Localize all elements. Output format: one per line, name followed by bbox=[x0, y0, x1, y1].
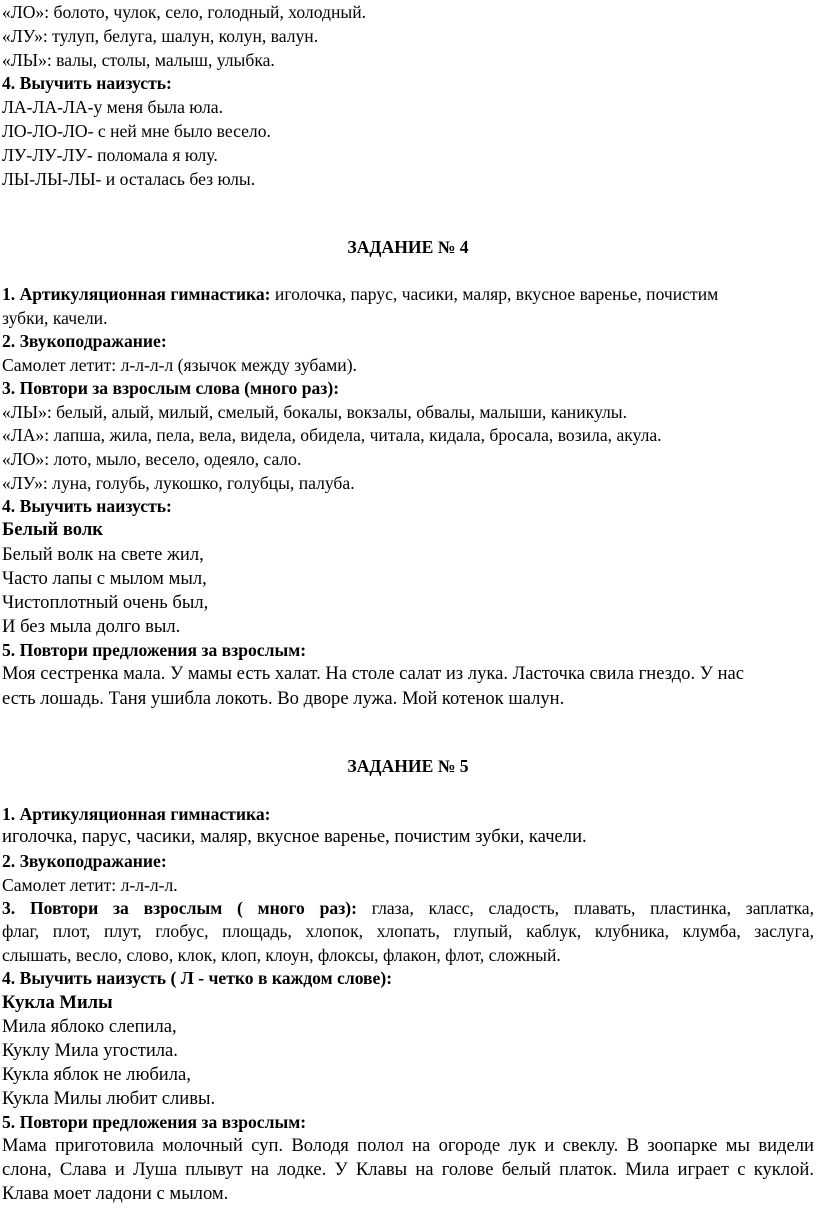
poem-line: И без мыла долго выл. bbox=[2, 616, 181, 637]
lu-words-line: «ЛУ»: тулуп, белуга, шалун, колун, валун. bbox=[2, 26, 319, 46]
lo-words-line: «ЛО»: болото, чулок, село, голодный, холодный. bbox=[2, 2, 367, 22]
sentences-line: Мама приготовила молочный суп. Володя полол на огороде лук и свеклу. В зоопарке мы видели bbox=[2, 1135, 814, 1156]
memorize-heading: 4. Выучить наизусть: bbox=[2, 496, 172, 516]
onomatopoeia-text: Самолет летит: л-л-л-л (язычок между зубами). bbox=[2, 355, 357, 375]
onomatopoeia-heading: 2. Звукоподражание: bbox=[2, 331, 167, 351]
memorize-heading: 4. Выучить наизусть: bbox=[2, 73, 172, 93]
rhyme-line: ЛА-ЛА-ЛА-у меня была юла. bbox=[2, 97, 223, 117]
repeat-sentences-heading: 5. Повтори предложения за взрослым: bbox=[2, 640, 307, 660]
articulation-heading: 1. Артикуляционная гимнастика: bbox=[2, 804, 271, 824]
articulation-text: иголочка, парус, часики, маляр, вкусное варенье, почистим зубки, качели. bbox=[2, 826, 587, 847]
lo-words-line: «ЛО»: лото, мыло, весело, одеяло, сало. bbox=[2, 449, 302, 469]
poem-line: Мила яблоко слепила, bbox=[2, 1016, 177, 1037]
poem-title: Белый волк bbox=[2, 519, 103, 540]
ly-words-line: «ЛЫ»: валы, столы, малыш, улыбка. bbox=[2, 50, 275, 70]
articulation-line-2: зубки, качели. bbox=[2, 308, 108, 328]
repeat-words-line: слышать, весло, слово, клок, клоп, клоун, флоксы, флакон, флот, сложный. bbox=[2, 945, 561, 965]
ly-words-line: «ЛЫ»: белый, алый, милый, смелый, бокалы, вокзалы, обвалы, малыши, каникулы. bbox=[2, 402, 627, 422]
poem-line: Часто лапы с мылом мыл, bbox=[2, 568, 207, 589]
repeat-words-label: 3. Повтори за взрослым ( много раз): bbox=[2, 898, 357, 918]
sentences-line: слона, Слава и Луша плывут на лодке. У Клавы на голове белый платок. Мила играет с куклой. bbox=[2, 1159, 814, 1180]
rhyme-line: ЛО-ЛО-ЛО- с ней мне было весело. bbox=[2, 121, 271, 141]
lu-words-line: «ЛУ»: луна, голубь, лукошко, голубцы, палуба. bbox=[2, 473, 355, 493]
articulation-line bbox=[2, 283, 814, 305]
repeat-words-heading: 3. Повтори за взрослым слова (много раз): bbox=[2, 378, 340, 398]
onomatopoeia-heading: 2. Звукоподражание: bbox=[2, 851, 167, 871]
poem-line: Куклу Мила угостила. bbox=[2, 1040, 178, 1061]
sentences-line: Моя сестренка мала. У мамы есть халат. На столе салат из лука. Ласточка свила гнездо. У нас bbox=[2, 663, 745, 684]
rhyme-line: ЛУ-ЛУ-ЛУ- поломала я юлу. bbox=[2, 145, 218, 165]
onomatopoeia-text: Самолет летит: л-л-л-л. bbox=[2, 875, 178, 895]
poem-line: Чистоплотный очень был, bbox=[2, 592, 209, 613]
rhyme-line: ЛЫ-ЛЫ-ЛЫ- и осталась без юлы. bbox=[2, 169, 256, 189]
la-words-line: «ЛА»: лапша, жила, пела, вела, видела, обидела, читала, кидала, бросала, возила, акула. bbox=[2, 425, 662, 445]
sentences-line: есть лошадь. Таня ушибла локоть. Во дворе лужа. Мой котенок шалун. bbox=[2, 688, 565, 709]
task-4-title: ЗАДАНИЕ № 4 bbox=[347, 237, 469, 257]
memorize-heading: 4. Выучить наизусть ( Л - четко в каждом слове): bbox=[2, 968, 393, 988]
repeat-words-line bbox=[2, 897, 814, 919]
repeat-sentences-heading: 5. Повтори предложения за взрослым: bbox=[2, 1112, 307, 1132]
repeat-words-text: глаза, класс, сладость, плавать, пластинка, заплатка, bbox=[357, 898, 814, 918]
repeat-words-line: флаг, плот, плут, глобус, площадь, хлопок, хлопать, глупый, каблук, клубника, клумба, заслуга, bbox=[2, 921, 814, 941]
poem-line: Кукла яблок не любила, bbox=[2, 1064, 191, 1085]
poem-line: Белый волк на свете жил, bbox=[2, 544, 204, 565]
sentences-line: Клава моет ладони с мылом. bbox=[2, 1183, 229, 1204]
articulation-label: 1. Артикуляционная гимнастика: bbox=[2, 284, 271, 304]
task-5-title: ЗАДАНИЕ № 5 bbox=[347, 756, 469, 776]
poem-title: Кукла Милы bbox=[2, 992, 113, 1013]
poem-line: Кукла Милы любит сливы. bbox=[2, 1088, 216, 1109]
articulation-text: иголочка, парус, часики, маляр, вкусное варенье, почистим bbox=[270, 284, 719, 304]
